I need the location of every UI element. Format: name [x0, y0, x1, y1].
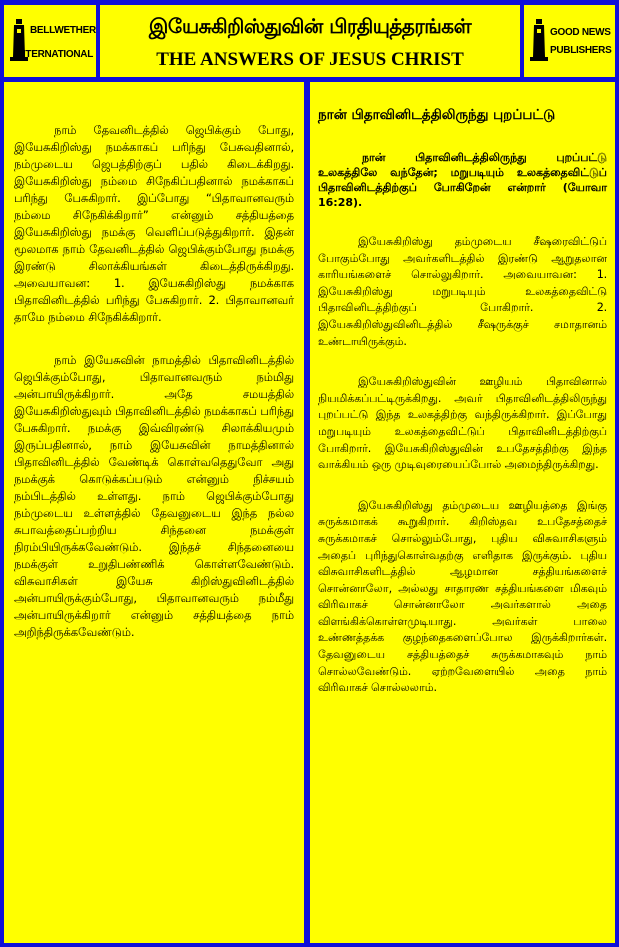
logo-bellwether	[4, 5, 96, 77]
left-paragraph: நாம் இயேசுவின் நாமத்தில் பிதாவினிடத்தில் ஜெபிக்கும்போது, பிதாவானவரும் நம்மிது அன்பாயிருக்கிறார். அதே சமயத்தில் இயேசுகிறிஸ்துவும் பிதாவினிடத்தில் நமக்காகப் பரிந்து பேசுகிறார். நமக்கு இவ்விரண்டு சிலாக்கியமும் இருப்பதினால், நாம் இயேசுவின் நாமத்தினால் பிதாவினிடத்தில் வேண்டிக் கொள்வதெதுவோ அது நமக்குக் கொடுக்கப்படும் என்னும் நிச்சயம் நம்பிடத்தில் உள்ளது. நாம் ஜெபிக்கும்போது நம்முடைய உள்ளத்தில் தேவனுடைய இந்த நல்ல சுபாவத்தைப்பற்றிய சிந்தனை நமக்குள் நிரம்பியிருக்கவேண்டும். இந்தச் சிந்தனையை நமக்குள் உறுதிபண்ணிக் கொள்ளவேண்டும். விசுவாசிகள் இயேசு கிறிஸ்துவினிடத்தில் அன்பாயிருக்கும்போது, பிதாவானவரும் நம்மீது அன்பாயிருக்கிறார் என்னும் சத்தியத்தை நாம் அறிந்திருக்கவேண்டும்.	[14, 353, 294, 639]
page-header	[100, 5, 520, 77]
lighthouse-icon	[530, 17, 548, 61]
section-heading: நான் பிதாவினிடத்திலிருந்து புறப்பட்டு	[318, 107, 556, 123]
logo-good-news	[524, 5, 615, 77]
title-english: THE ANSWERS OF JESUS CHRIST	[156, 49, 464, 70]
scripture-quote: நான் பிதாவினிடத்திலிருந்து புறப்பட்டு உலகத்திலே வந்தேன்; மறுபடியும் உலகத்தைவிட்டுப் பிதாவினிடத்திற்குப் போகிறேன் என்றார் (யோவா 16:28).	[318, 151, 607, 209]
left-column	[4, 82, 304, 943]
right-paragraph: இயேசுகிறிஸ்துவின் ஊழியம் பிதாவினால் நியமிக்கப்பட்டிருக்கிறது. அவர் பிதாவினிடத்திலிருந்து புறப்பட்டு இந்த உலகத்திற்கு வந்திருக்கிறார். இப்போது மறுபடியும் உலகத்தைவிட்டுப் பிதாவினிடத்திற்குப் போகிறார். இயேசுகிறிஸ்துவின் உபதேசத்திற்கு இந்த வாக்கியம் ஒரு முடிவுரையைப்போல் அமைந்திருக்கிறது.	[318, 375, 607, 472]
logo-left-line2: INTERNATIONAL	[16, 49, 94, 60]
right-column	[310, 82, 615, 943]
logo-right-line2: PUBLISHERS	[550, 45, 612, 56]
right-paragraph: இயேசுகிறிஸ்து தம்முடைய சீஷரைவிட்டுப் போகும்போது அவர்களிடத்தில் இரண்டு ஆறுதலான காரியங்களைச் சொல்லுகிறார். அவையாவன: 1. இயேசுகிறிஸ்து மறுபடியும் உலகத்தைவிட்டு பிதாவினிடத்திற்குப் போகிறார். 2. இயேசுகிறிஸ்துவினிடத்தில் சீஷருக்குச் சமாதானம் உண்டாயிருக்கும்.	[318, 235, 607, 348]
logo-left-line1: BELLWETHER	[30, 25, 96, 36]
left-paragraph: நாம் தேவனிடத்தில் ஜெபிக்கும் போது, இயேசுகிறிஸ்து நமக்காகப் பரிந்து பேசுவதினால், நம்முடைய ஜெபத்திற்குப் பதில் கிடைக்கிறது. இயேசுகிறிஸ்து நம்மை சிநேகிப்பதினால் நமக்காகப் பரிந்து பேசுகிறார். இப்போது “பிதாவானவரும் நம்மை சிநேகிக்கிறார்” என்னும் சத்தியத்தை இயேசுகிறிஸ்து நமக்கு வெளிப்படுத்துகிறார். இதன் மூலமாக நாம் தேவனிடத்தில் ஜெபிக்கும்போது நமக்கு இரண்டு சிலாக்கியங்கள் கிடைத்திருக்கிறது. அவையாவன: 1. இயேசுகிறிஸ்து நமக்காக பிதாவினிடத்தில் பரிந்து பேசுகிறார். 2. பிதாவானவர் தாமே நம்மை சிநேகிக்கிறார்.	[14, 123, 294, 324]
right-paragraph: இயேசுகிறிஸ்து தம்முடைய ஊழியத்தை இங்கு சுருக்கமாகக் கூறுகிறார். கிறிஸ்தவ உபதேசத்தைச் சுருக்கமாகச் சொல்லும்போது, புதிய விசுவாசிகளும் அதைப் புரிந்துகொள்வதற்கு எளிதாக இருக்கும். புதிய விசுவாசிகளிடத்தில் ஆழமான சத்தியங்களைச் சொன்னாலோ, அல்லது சாதாரண சத்தியங்களை மிகவும் விரிவாகச் சொன்னாலோ அவர்களால் அதை விளங்கிக்கொள்ளமுடியாது. அவர்கள் பாலை உண்ணத்தக்க குழந்தைகளைப்போல இருக்கிறார்கள். தேவனுடைய சத்தியத்தைச் சுருக்கமாகவும் நாம் சொல்லவேண்டும். ஏற்றவேளையில் அதை நாம் விரிவாகச் சொல்லலாம்.	[318, 498, 607, 695]
title-tamil: இயேசுகிறிஸ்துவின் பிரதியுத்தரங்கள்	[148, 14, 472, 38]
logo-right-line1: GOOD NEWS	[550, 27, 611, 38]
